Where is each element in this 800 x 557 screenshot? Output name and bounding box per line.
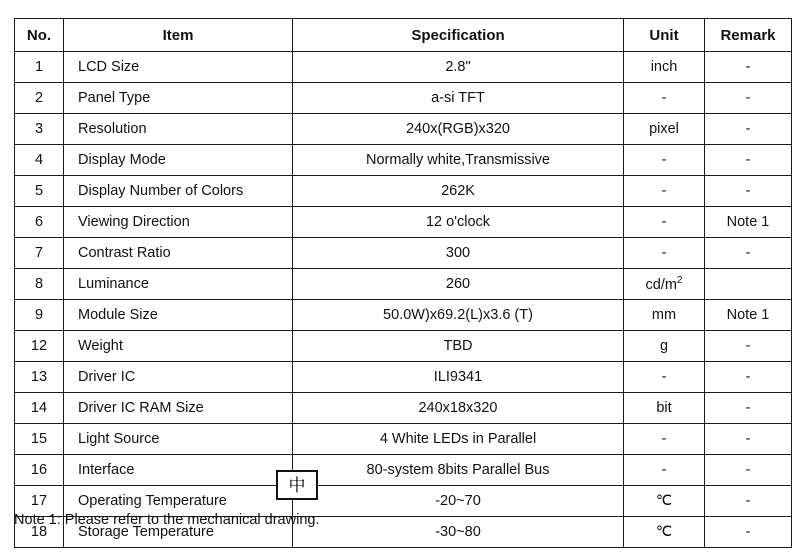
cell-spec: -20~70 xyxy=(293,486,624,517)
table-row xyxy=(15,424,792,455)
cell-remark: Note 1 xyxy=(705,300,792,331)
cell-spec: 260 xyxy=(293,269,624,300)
table-row xyxy=(15,145,792,176)
cell-spec: Normally white,Transmissive xyxy=(293,145,624,176)
cell-item: Panel Type xyxy=(64,83,293,114)
cell-item: Viewing Direction xyxy=(64,207,293,238)
table-row xyxy=(15,393,792,424)
cell-remark: - xyxy=(705,114,792,145)
cell-remark: - xyxy=(705,331,792,362)
cell-no: 14 xyxy=(15,393,64,424)
cell-unit: - xyxy=(624,238,705,269)
cell-remark: - xyxy=(705,238,792,269)
cell-unit: - xyxy=(624,455,705,486)
cell-remark: - xyxy=(705,52,792,83)
cell-no: 4 xyxy=(15,145,64,176)
cell-item: Storage Temperature xyxy=(64,517,293,548)
cell-no: 15 xyxy=(15,424,64,455)
table-row xyxy=(15,331,792,362)
cell-item: Module Size xyxy=(64,300,293,331)
cell-unit: - xyxy=(624,83,705,114)
cell-spec: 300 xyxy=(293,238,624,269)
cell-no: 1 xyxy=(15,52,64,83)
cell-unit: bit xyxy=(624,393,705,424)
table-header xyxy=(15,19,792,52)
cell-unit: ℃ xyxy=(624,517,705,548)
cell-spec: 80-system 8bits Parallel Bus xyxy=(293,455,624,486)
cell-no: 13 xyxy=(15,362,64,393)
table-row xyxy=(15,269,792,300)
table-note: Note 1: Please refer to the mechanical drawing. xyxy=(14,512,320,528)
cell-item: Driver IC xyxy=(64,362,293,393)
table-row xyxy=(15,52,792,83)
cell-item: Light Source xyxy=(64,424,293,455)
cell-unit: g xyxy=(624,331,705,362)
cell-no: 16 xyxy=(15,455,64,486)
cell-spec: ILI9341 xyxy=(293,362,624,393)
cell-spec: 240x(RGB)x320 xyxy=(293,114,624,145)
cell-spec: 12 o'clock xyxy=(293,207,624,238)
cell-item: Driver IC RAM Size xyxy=(64,393,293,424)
cell-item: Display Mode xyxy=(64,145,293,176)
table-row xyxy=(15,176,792,207)
specification-table xyxy=(14,18,792,548)
cell-unit: ℃ xyxy=(624,486,705,517)
table-row xyxy=(15,83,792,114)
cell-unit: - xyxy=(624,176,705,207)
cell-item: LCD Size xyxy=(64,52,293,83)
cell-item: Operating Temperature xyxy=(64,486,293,517)
cell-item: Contrast Ratio xyxy=(64,238,293,269)
cell-remark: - xyxy=(705,83,792,114)
header-no: No. xyxy=(15,19,64,52)
cell-no: 3 xyxy=(15,114,64,145)
cell-remark: - xyxy=(705,486,792,517)
cell-remark: - xyxy=(705,517,792,548)
cell-unit: mm xyxy=(624,300,705,331)
cell-unit: $cd/m^2$ xyxy=(624,269,705,300)
cell-unit: - xyxy=(624,362,705,393)
header-remark: Remark xyxy=(705,19,792,52)
cell-remark: Note 1 xyxy=(705,207,792,238)
cell-no: 17 xyxy=(15,486,64,517)
table-row xyxy=(15,455,792,486)
cell-spec: 262K xyxy=(293,176,624,207)
table-body xyxy=(15,52,792,548)
table-row xyxy=(15,114,792,145)
cell-spec: 50.0W)x69.2(L)x3.6 (T) xyxy=(293,300,624,331)
cell-item: Interface xyxy=(64,455,293,486)
cell-no: 2 xyxy=(15,83,64,114)
table-header-row xyxy=(15,19,792,52)
cell-item: Luminance xyxy=(64,269,293,300)
cell-no: 9 xyxy=(15,300,64,331)
cell-unit: - xyxy=(624,424,705,455)
cell-no: 6 xyxy=(15,207,64,238)
cell-spec: TBD xyxy=(293,331,624,362)
cell-spec: a-si TFT xyxy=(293,83,624,114)
cell-no: 12 xyxy=(15,331,64,362)
cell-remark: - xyxy=(705,393,792,424)
cell-spec: 4 White LEDs in Parallel xyxy=(293,424,624,455)
cell-remark xyxy=(705,269,792,300)
cell-remark: - xyxy=(705,455,792,486)
cell-unit: inch xyxy=(624,52,705,83)
cell-remark: - xyxy=(705,145,792,176)
cell-spec: -30~80 xyxy=(293,517,624,548)
cell-unit: - xyxy=(624,145,705,176)
cell-remark: - xyxy=(705,176,792,207)
cell-item: Weight xyxy=(64,331,293,362)
cell-unit: pixel xyxy=(624,114,705,145)
ime-indicator[interactable]: 中 xyxy=(276,470,318,500)
cell-no: 8 xyxy=(15,269,64,300)
table-row xyxy=(15,207,792,238)
cell-item: Display Number of Colors xyxy=(64,176,293,207)
table-row xyxy=(15,300,792,331)
cell-no: 5 xyxy=(15,176,64,207)
header-item: Item xyxy=(64,19,293,52)
cell-no: 7 xyxy=(15,238,64,269)
header-unit: Unit xyxy=(624,19,705,52)
cell-spec: 240x18x320 xyxy=(293,393,624,424)
cell-remark: - xyxy=(705,424,792,455)
header-spec: Specification xyxy=(293,19,624,52)
table-row xyxy=(15,238,792,269)
cell-remark: - xyxy=(705,362,792,393)
table-row xyxy=(15,362,792,393)
cell-item: Resolution xyxy=(64,114,293,145)
cell-unit: - xyxy=(624,207,705,238)
cell-no: 18 xyxy=(15,517,64,548)
cell-spec: 2.8" xyxy=(293,52,624,83)
